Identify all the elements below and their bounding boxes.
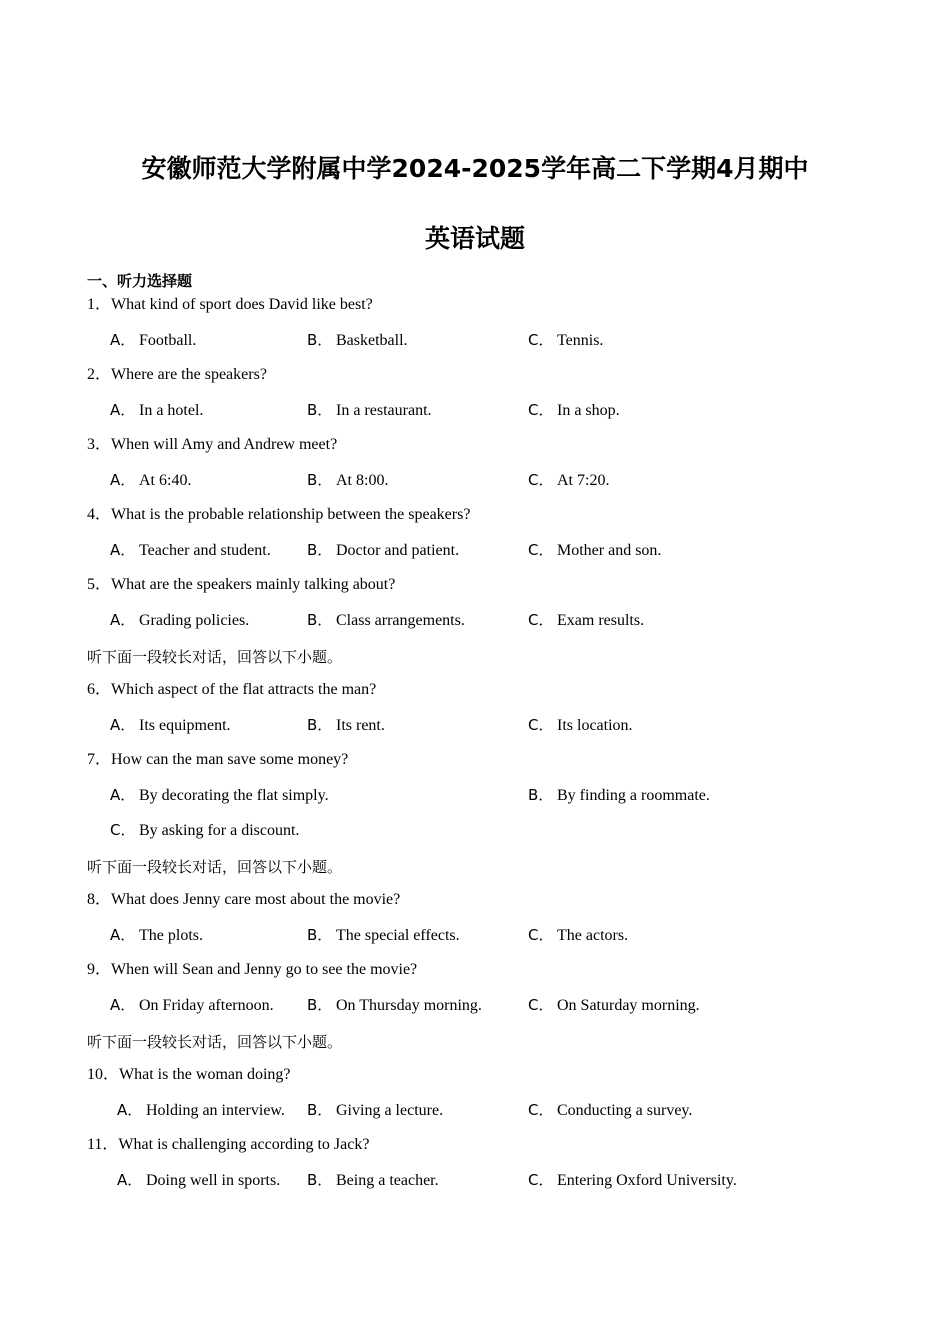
option-letter: A． (110, 926, 136, 944)
question-number: 1． (87, 296, 112, 313)
question-number: 6． (87, 681, 112, 698)
question-1 (87, 295, 373, 315)
option-6-c (528, 715, 633, 736)
option-text: Mother and son. (557, 542, 662, 559)
option-text: Conducting a survey. (557, 1102, 693, 1119)
option-letter: C． (528, 1101, 554, 1119)
option-text: Tennis. (557, 332, 604, 349)
question-text: What kind of sport does David like best? (111, 296, 373, 313)
option-letter: A． (110, 611, 136, 629)
option-4-c (528, 540, 661, 561)
option-text: Entering Oxford University. (557, 1172, 737, 1189)
option-7-b (528, 785, 710, 806)
option-letter: A． (117, 1171, 143, 1189)
question-7 (87, 750, 348, 770)
option-text: Football. (139, 332, 197, 349)
option-letter: A． (110, 786, 136, 804)
option-text: In a shop. (557, 402, 620, 419)
option-7-a (110, 785, 329, 806)
option-letter: C． (528, 1171, 554, 1189)
option-text: At 8:00. (336, 472, 389, 489)
question-text: Where are the speakers? (111, 366, 267, 383)
option-5-b (307, 610, 465, 631)
option-text: Doing well in sports. (146, 1172, 281, 1189)
option-text: The plots. (139, 927, 203, 944)
option-letter: A． (110, 996, 136, 1014)
question-11 (87, 1135, 369, 1155)
option-letter: B． (307, 401, 333, 419)
question-number: 5． (87, 576, 112, 593)
option-letter: A． (110, 541, 136, 559)
option-text: Class arrangements. (336, 612, 465, 629)
option-letter: B． (528, 786, 554, 804)
option-text: Holding an interview. (146, 1102, 285, 1119)
option-letter: A． (110, 401, 136, 419)
option-10-c (528, 1100, 692, 1121)
question-4 (87, 505, 470, 525)
listening-instruction: 听下面一段较长对话，回答以下小题。 (87, 858, 343, 876)
question-5 (87, 575, 395, 595)
option-8-b (307, 925, 460, 946)
option-letter: B． (307, 926, 333, 944)
option-text: On Friday afternoon. (139, 997, 274, 1014)
question-number: 4． (87, 506, 112, 523)
option-text: Giving a lecture. (336, 1102, 444, 1119)
question-number: 3． (87, 436, 112, 453)
option-5-c (528, 610, 644, 631)
option-letter: A． (117, 1101, 143, 1119)
option-11-a (117, 1170, 280, 1191)
question-text: When will Amy and Andrew meet? (111, 436, 338, 453)
question-9 (87, 960, 417, 980)
question-8 (87, 890, 400, 910)
option-text: The actors. (557, 927, 629, 944)
option-text: By finding a roommate. (557, 787, 710, 804)
option-text: At 6:40. (139, 472, 192, 489)
question-text: What is the probable relationship between the speakers? (111, 506, 471, 523)
option-letter: C． (528, 401, 554, 419)
option-letter: C． (528, 996, 554, 1014)
option-1-b (307, 330, 408, 351)
option-10-a (117, 1100, 285, 1121)
option-8-c (528, 925, 628, 946)
option-3-a (110, 470, 191, 491)
option-text: On Thursday morning. (336, 997, 482, 1014)
option-text: By decorating the flat simply. (139, 787, 329, 804)
option-text: In a restaurant. (336, 402, 432, 419)
option-4-b (307, 540, 459, 561)
option-9-b (307, 995, 482, 1016)
question-text: What is challenging according to Jack? (118, 1136, 370, 1153)
listening-instruction: 听下面一段较长对话，回答以下小题。 (87, 648, 343, 666)
option-2-c (528, 400, 620, 421)
option-9-a (110, 995, 274, 1016)
question-2 (87, 365, 267, 385)
option-letter: C． (528, 926, 554, 944)
option-9-c (528, 995, 700, 1016)
option-10-b (307, 1100, 443, 1121)
option-text: Teacher and student. (139, 542, 271, 559)
option-letter: B． (307, 541, 333, 559)
option-text: Its rent. (336, 717, 385, 734)
option-7-c (110, 820, 299, 841)
option-letter: B． (307, 611, 333, 629)
option-1-c (528, 330, 603, 351)
option-letter: B． (307, 996, 333, 1014)
option-3-c (528, 470, 609, 491)
option-8-a (110, 925, 203, 946)
option-text: Being a teacher. (336, 1172, 439, 1189)
option-text: Its location. (557, 717, 633, 734)
option-letter: C． (528, 541, 554, 559)
option-6-b (307, 715, 385, 736)
question-number: 9． (87, 961, 112, 978)
option-3-b (307, 470, 388, 491)
option-letter: B． (307, 716, 333, 734)
question-3 (87, 435, 337, 455)
question-number: 10． (87, 1066, 120, 1083)
option-letter: C． (528, 471, 554, 489)
question-10 (87, 1065, 291, 1085)
option-letter: A． (110, 331, 136, 349)
option-1-a (110, 330, 196, 351)
option-text: In a hotel. (139, 402, 204, 419)
question-text: How can the man save some money? (111, 751, 349, 768)
question-text: What is the woman doing? (119, 1066, 291, 1083)
option-11-c (528, 1170, 737, 1191)
option-text: By asking for a discount. (139, 822, 300, 839)
option-text: Its equipment. (139, 717, 231, 734)
option-text: The special effects. (336, 927, 460, 944)
option-6-a (110, 715, 231, 736)
option-4-a (110, 540, 271, 561)
option-letter: B． (307, 1101, 333, 1119)
question-number: 8． (87, 891, 112, 908)
option-text: Doctor and patient. (336, 542, 460, 559)
option-text: Basketball. (336, 332, 408, 349)
option-5-a (110, 610, 249, 631)
option-11-b (307, 1170, 439, 1191)
option-2-b (307, 400, 432, 421)
question-number: 2． (87, 366, 112, 383)
option-text: Exam results. (557, 612, 645, 629)
option-letter: C． (528, 331, 554, 349)
listening-instruction: 听下面一段较长对话，回答以下小题。 (87, 1033, 343, 1051)
option-letter: C． (110, 821, 136, 839)
question-number: 11． (87, 1136, 119, 1153)
option-letter: C． (528, 611, 554, 629)
question-text: What are the speakers mainly talking about? (111, 576, 396, 593)
question-text: What does Jenny care most about the movie? (111, 891, 401, 908)
option-letter: B． (307, 331, 333, 349)
option-text: At 7:20. (557, 472, 610, 489)
option-letter: B． (307, 471, 333, 489)
section-heading: 一、听力选择题 (87, 272, 193, 290)
option-letter: A． (110, 716, 136, 734)
question-6 (87, 680, 376, 700)
option-text: Grading policies. (139, 612, 250, 629)
option-text: On Saturday morning. (557, 997, 700, 1014)
page-subtitle: 英语试题 (424, 224, 525, 253)
option-2-a (110, 400, 203, 421)
option-letter: A． (110, 471, 136, 489)
question-text: When will Sean and Jenny go to see the movie? (111, 961, 418, 978)
question-text: Which aspect of the flat attracts the man? (111, 681, 377, 698)
question-number: 7． (87, 751, 112, 768)
option-letter: B． (307, 1171, 333, 1189)
page-title: 安徽师范大学附属中学2024-2025学年高二下学期4月期中 (141, 154, 809, 183)
option-letter: C． (528, 716, 554, 734)
